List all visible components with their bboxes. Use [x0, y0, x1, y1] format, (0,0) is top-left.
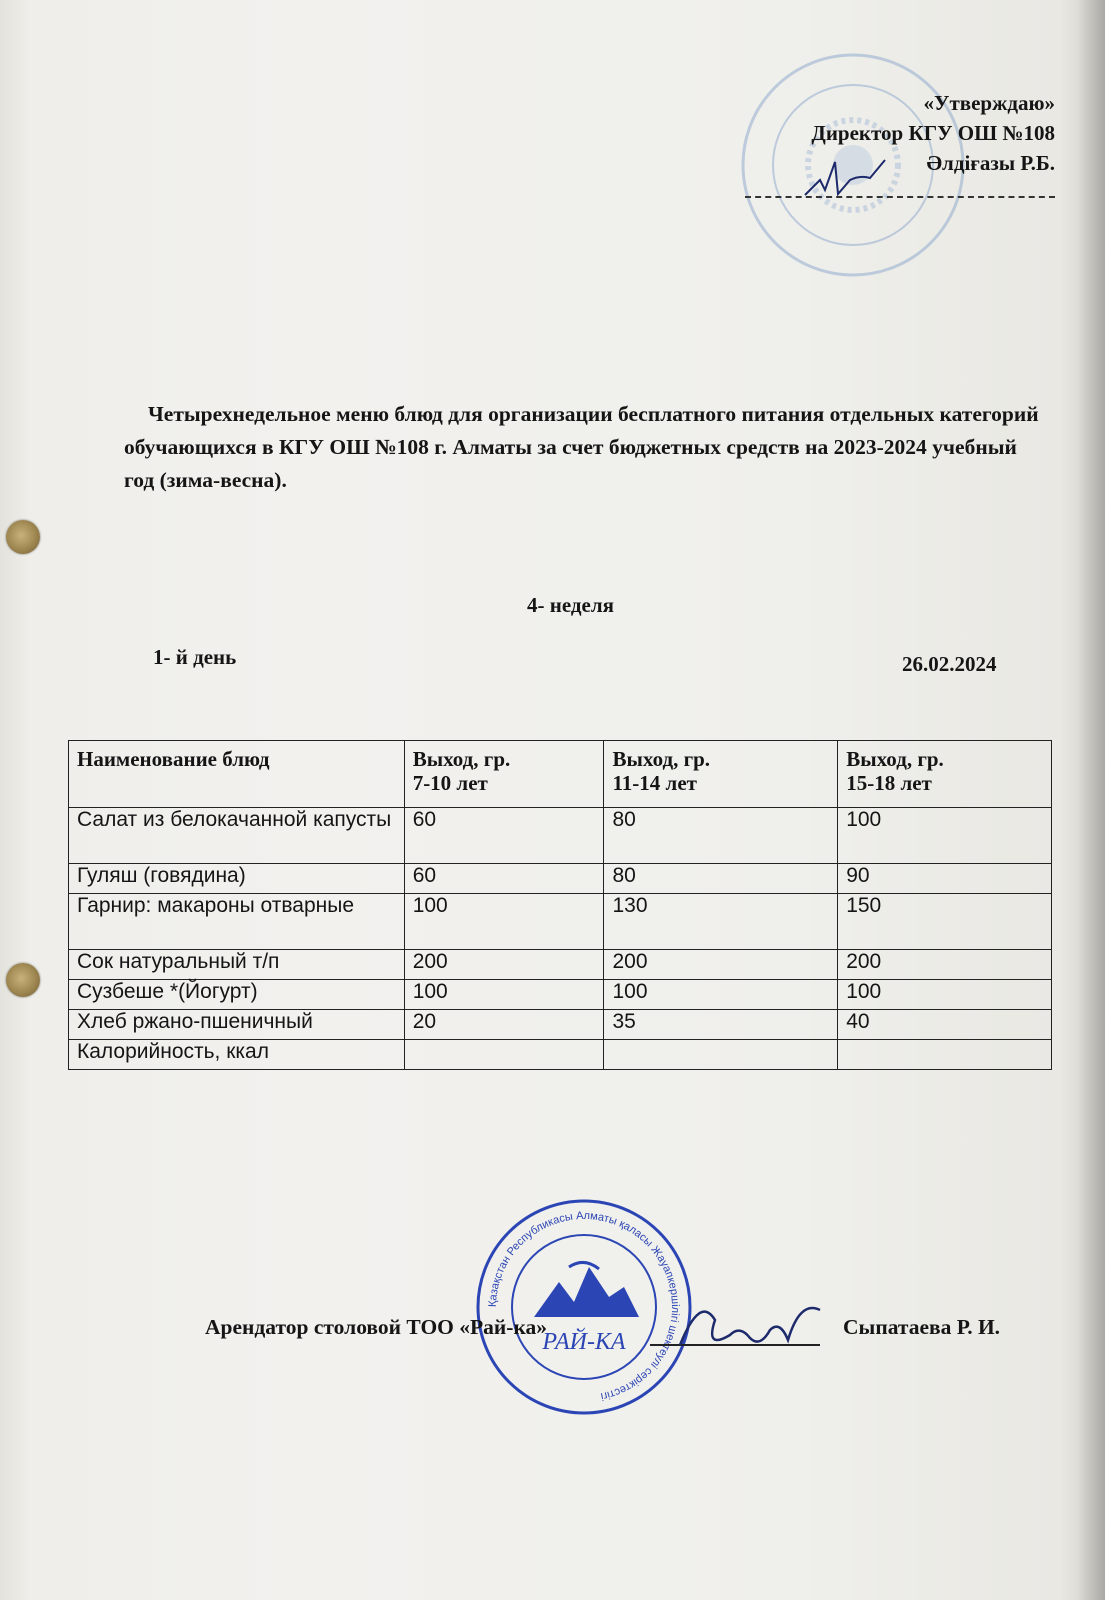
tenant-label: Арендатор столовой ТОО «Рай-ка»: [205, 1315, 548, 1339]
punch-hole-top: [6, 520, 40, 554]
table-row: [69, 950, 1052, 980]
director-signature: [800, 150, 890, 210]
day-label: 1- й день: [153, 645, 237, 669]
portion-15-18: 40: [838, 1010, 1052, 1040]
portion-15-18: 100: [838, 808, 1052, 864]
table-row: [69, 980, 1052, 1010]
portion-7-10: 60: [404, 864, 604, 894]
table-header-row: [69, 741, 1052, 808]
punch-hole-bottom: [6, 963, 40, 997]
table-row: [69, 894, 1052, 950]
table-row: [69, 808, 1052, 864]
dish-name: Калорийность, ккал: [69, 1040, 405, 1070]
column-header-age-7-10: Выход, гр. 7-10 лет: [404, 741, 604, 808]
portion-11-14: 80: [604, 808, 838, 864]
table-row: [69, 1010, 1052, 1040]
page-edge-shadow: [1077, 0, 1105, 1600]
portion-7-10: 200: [404, 950, 604, 980]
portion-11-14: 80: [604, 864, 838, 894]
portion-11-14: 200: [604, 950, 838, 980]
week-label: 4- неделя: [527, 593, 614, 617]
approval-director-name: Әлдіғазы Р.Б.: [926, 151, 1055, 175]
portion-11-14: 100: [604, 980, 838, 1010]
portion-15-18: 200: [838, 950, 1052, 980]
portion-11-14: [604, 1040, 838, 1070]
dish-name: Сок натуральный т/п: [69, 950, 405, 980]
table-row: [69, 1040, 1052, 1070]
menu-date: 26.02.2024: [902, 652, 997, 676]
portion-11-14: 130: [604, 894, 838, 950]
signature-line: [745, 178, 1055, 198]
dish-name: Гуляш (говядина): [69, 864, 405, 894]
portion-15-18: 150: [838, 894, 1052, 950]
portion-7-10: 60: [404, 808, 604, 864]
column-header-age-15-18: Выход, гр. 15-18 лет: [838, 741, 1052, 808]
approval-heading: «Утверждаю»: [923, 91, 1055, 115]
tenant-signature: [660, 1290, 830, 1370]
document-title: Четырехнедельное меню блюд для организации бесплатного питания отдельных категорий обучающихся в КГУ ОШ №108 г. Алматы за счет бюджетных средств на 2023-2024 учебный год (зима-весна).: [124, 402, 1039, 492]
portion-15-18: 100: [838, 980, 1052, 1010]
approval-block: [745, 88, 1055, 198]
column-header-age-11-14: Выход, гр. 11-14 лет: [604, 741, 838, 808]
dish-name: Сузбеше *(Йогурт): [69, 980, 405, 1010]
approval-position: Директор КГУ ОШ №108: [811, 121, 1055, 145]
dish-name: Салат из белокачанной капусты: [69, 808, 405, 864]
tenant-name: Сыпатаева Р. И.: [843, 1315, 1001, 1339]
portion-7-10: 100: [404, 980, 604, 1010]
portion-7-10: [404, 1040, 604, 1070]
dish-name: Хлеб ржано-пшеничный: [69, 1010, 405, 1040]
portion-7-10: 20: [404, 1010, 604, 1040]
dish-name: Гарнир: макароны отварные: [69, 894, 405, 950]
portion-15-18: [838, 1040, 1052, 1070]
stamp-center-text: РАЙ-КА: [542, 1329, 626, 1355]
stamp-ring-text: Қазақстан Республикасы Алматы қаласы Жауапкершілігі шектеулі серіктестігі: [486, 1209, 682, 1403]
portion-7-10: 100: [404, 894, 604, 950]
menu-table: [68, 740, 1052, 1070]
column-header-dish: Наименование блюд: [69, 741, 405, 808]
table-row: [69, 864, 1052, 894]
portion-11-14: 35: [604, 1010, 838, 1040]
portion-15-18: 90: [838, 864, 1052, 894]
